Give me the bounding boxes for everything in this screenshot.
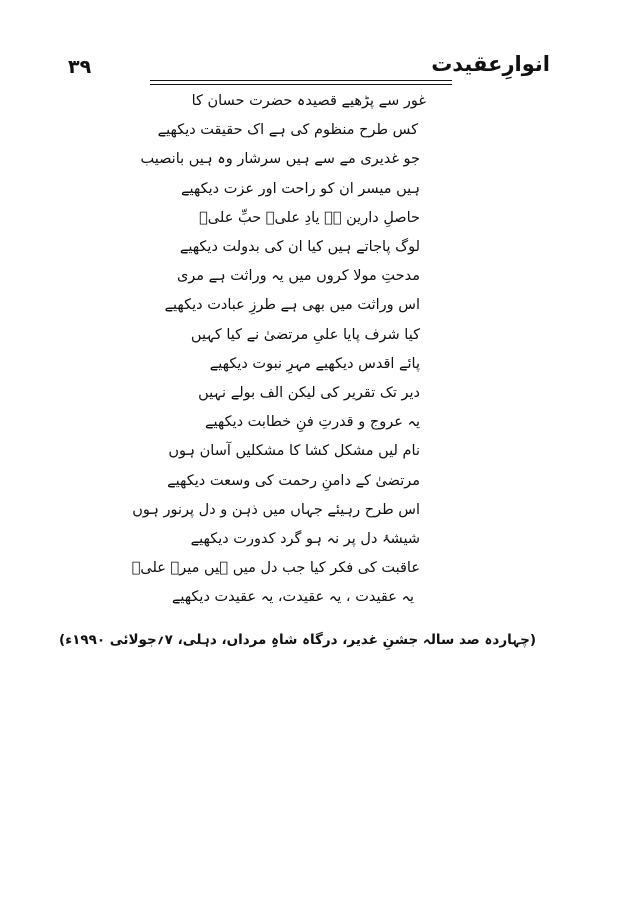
verse-line: مدحتِ مولا کروں میں یہ وراثت ہے مری [176, 268, 420, 285]
header-rule-bottom [150, 84, 452, 85]
verse-line: یہ عروج و قدرتِ فنِ خطابت دیکھیے [205, 414, 420, 431]
verse-line: یہ عقیدت ، یہ عقیدت، یہ عقیدت دیکھیے [171, 589, 414, 606]
verse-line: پائے اقدس دیکھیے مہرِ نبوت دیکھیے [209, 355, 420, 372]
verse-line: ہیں میسر ان کو راحت اور عزت دیکھیے [181, 180, 420, 197]
verse-line: لوگ پاجاتے ہیں کیا ان کی بدولت دیکھیے [179, 239, 420, 255]
verse-line: شیشۂ دل پر نہ ہو گرد کدورت دیکھیے [190, 531, 420, 547]
verse-line: اس طرح رہیئے جہاں میں ذہن و دل پرنور ہوں [132, 501, 420, 518]
verse-line: دیر تک تقریر کی لیکن الف بولے نہیں [198, 385, 420, 401]
verse-line: حاصلِ دارین ہے یادِ علیؑ حبِّ علیؑ [199, 209, 420, 226]
header-rule-top [150, 80, 452, 81]
verse-line: کیا شرف پایا علیِ مرتضیٰ نے کیا کہیں [190, 326, 420, 343]
verse-line: اس وراثت میں بھی ہے طرزِ عبادت دیکھیے [164, 297, 420, 314]
verse-line: عاقبت کی فکر کیا جب دل میں ہیں میرے علیؑ [131, 560, 420, 577]
verse-line: نام لیں مشکل کشا کا مشکلیں آسان ہوں [168, 443, 420, 460]
verse-line: کس طرح منظوم کی ہے اک حقیقت دیکھیے [157, 122, 418, 139]
page-number: ۳۹ [68, 56, 92, 78]
verse-line: مرتضیٰ کے دامنِ رحمت کی وسعت دیکھیے [167, 472, 420, 489]
verse-line: غور سے پڑھیے قصیدہ حضرت حسان کا [191, 93, 426, 109]
book-title: انوارِعقیدت [431, 52, 550, 76]
footnote: (چہاردہ صد سالہ جشنِ غدیر، درگاہ شاہِ مرداں، دہلی، ۷؍جولائی ۱۹۹۰ء) [59, 632, 536, 648]
verse-line: جو غدیری مے سے ہیں سرشار وہ ہیں بانصیب [140, 151, 420, 168]
